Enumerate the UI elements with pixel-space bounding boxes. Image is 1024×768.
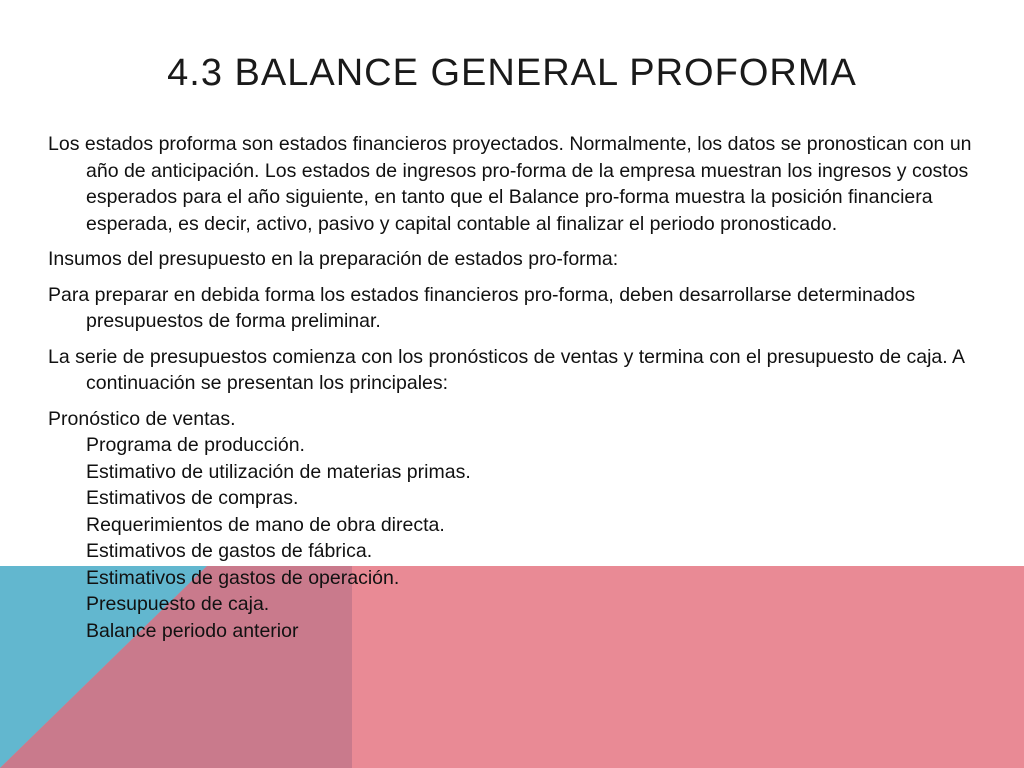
list-item: Presupuesto de caja. bbox=[86, 593, 270, 615]
list-heading: Pronóstico de ventas. bbox=[48, 407, 236, 430]
list-item: Estimativos de gastos de fábrica. bbox=[86, 540, 373, 562]
list-item: Estimativos de gastos de operación. bbox=[86, 566, 400, 589]
list-item: Requerimientos de mano de obra directa. bbox=[86, 513, 445, 536]
list-item: Programa de producción. bbox=[86, 434, 305, 456]
slide-body bbox=[48, 131, 973, 644]
paragraph-insumos: Insumos del presupuesto en la preparación de estados pro-forma: bbox=[48, 248, 619, 270]
slide-title: 4.3 BALANCE GENERAL PROFORMA bbox=[167, 52, 857, 94]
budget-list bbox=[48, 432, 973, 644]
paragraph-intro: Los estados proforma son estados financieros proyectados. Normalmente, los datos se pronostican con un año de anticipación. Los estados de ingresos pro-forma de la empresa muestran los ingresos y costos esperados para el año siguiente, en tanto que el Balance pro-forma muestra la posición financiera esperada, es decir, activo, pasivo y capital contable al finalizar el periodo pronosticado. bbox=[48, 133, 972, 235]
list-item: Balance periodo anterior bbox=[86, 619, 299, 642]
paragraph-preparar: Para preparar en debida forma los estados financieros pro-forma, deben desarrollarse determinados presupuestos de forma preliminar. bbox=[48, 283, 916, 332]
paragraph-serie: La serie de presupuestos comienza con los pronósticos de ventas y termina con el presupuesto de caja. A continuación se presentan los principales: bbox=[48, 345, 964, 394]
list-item: Estimativo de utilización de materias primas. bbox=[86, 460, 471, 483]
list-item: Estimativos de compras. bbox=[86, 487, 299, 509]
